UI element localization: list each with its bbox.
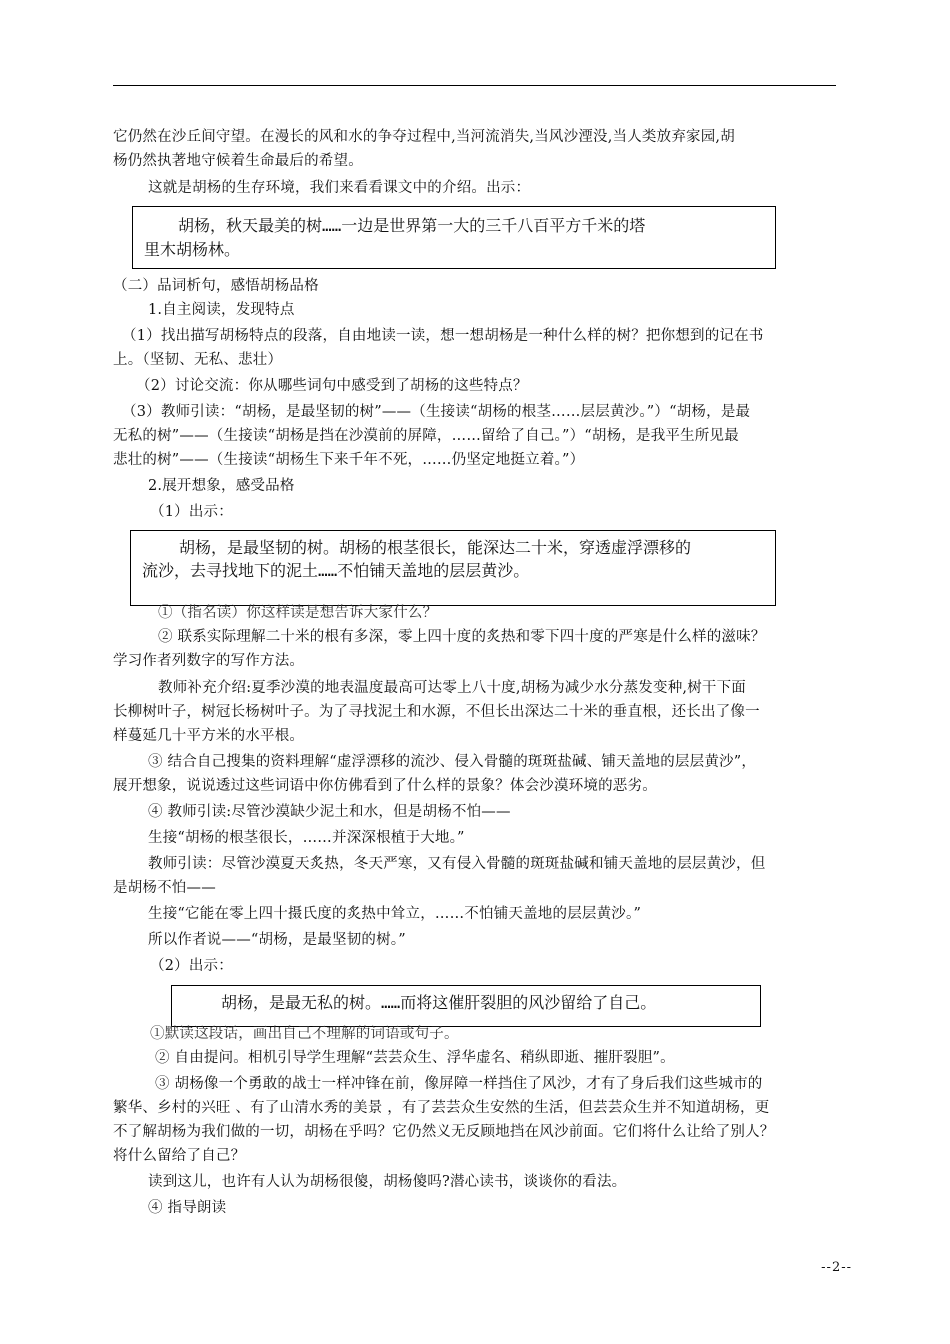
paragraph-line: 教师补充介绍:夏季沙漠的地表温度最高可达零上八十度,胡杨为减少水分蒸发变种,树干下面 bbox=[158, 680, 746, 696]
paragraph-line: 读到这儿，也许有人认为胡杨很傻，胡杨傻吗?潜心读书，谈谈你的看法。 bbox=[148, 1174, 627, 1190]
paragraph-line: 不了解胡杨为我们做的一切，胡杨在乎吗？它仍然义无反顾地挡在风沙前面。它们将什么让给了别人？ bbox=[113, 1124, 775, 1140]
header-rule bbox=[113, 85, 836, 86]
paragraph-line: 繁华、乡村的兴旺 、有了山清水秀的美景 ，有了芸芸众生安然的生活，但芸芸众生并不知道胡杨，更 bbox=[113, 1100, 770, 1116]
paragraph-line: ② 自由提问。相机引导学生理解“芸芸众生、浮华虚名、稍纵即逝、摧肝裂胆”。 bbox=[155, 1050, 675, 1066]
paragraph-line: 杨仍然执著地守候着生命最后的希望。 bbox=[113, 153, 363, 169]
paragraph-line: 生接“胡杨的根茎很长，……并深深根植于大地。” bbox=[148, 830, 465, 846]
paragraph-line: ③ 胡杨像一个勇敢的战士一样冲锋在前，像屏障一样挡住了风沙，才有了身后我们这些城市的 bbox=[155, 1076, 763, 1092]
paragraph-line: 所以作者说——“胡杨，是最坚韧的树。” bbox=[148, 932, 406, 948]
step-heading: 2.展开想象，感受品格 bbox=[148, 478, 295, 494]
paragraph-line: 学习作者列数字的写作方法。 bbox=[113, 653, 305, 669]
paragraph-line: 无私的树”——（生接读“胡杨是挡在沙漠前的屏障，……留给了自己。”）“胡杨，是我平生所见最 bbox=[113, 428, 739, 444]
paragraph-line: ③ 结合自己搜集的资料理解“虚浮漂移的流沙、侵入骨髓的斑斑盐碱、铺天盖地的层层黄沙”， bbox=[148, 754, 757, 770]
quote-line: 胡杨，是最坚韧的树。胡杨的根茎很长，能深达二十米，穿透虚浮漂移的 bbox=[179, 538, 692, 557]
paragraph-line: 样蔓延几十平方米的水平根。 bbox=[113, 728, 305, 744]
quote-box-3 bbox=[171, 985, 761, 1027]
paragraph-line: 它仍然在沙丘间守望。在漫长的风和水的争夺过程中,当河流消失,当风沙湮没,当人类放弃家园,胡 bbox=[113, 129, 735, 145]
quote-box-2 bbox=[130, 530, 776, 606]
quote-line: 胡杨，是最无私的树。……而将这催肝裂胆的风沙留给了自己。 bbox=[221, 993, 657, 1012]
quote-line: 流沙，去寻找地下的泥土……不怕铺天盖地的层层黄沙。 bbox=[142, 561, 530, 580]
paragraph-line: 悲壮的树”——（生接读“胡杨生下来千年不死，……仍坚定地挺立着。”） bbox=[113, 452, 585, 468]
paragraph-line: 将什么留给了自己？ bbox=[113, 1148, 246, 1164]
paragraph-line: （1）找出描写胡杨特点的段落，自由地读一读，想一想胡杨是一种什么样的树？把你想到的记在书 bbox=[122, 328, 764, 344]
quote-line: 胡杨，秋天最美的树……一边是世界第一大的三千八百平方千米的塔 bbox=[178, 216, 646, 235]
section-title: （二）品词析句，感悟胡杨品格 bbox=[113, 278, 319, 294]
step-heading: 1.自主阅读，发现特点 bbox=[148, 302, 295, 318]
paragraph-line: ①（指名读）你这样读是想告诉大家什么？ bbox=[158, 605, 438, 621]
paragraph-line: 这就是胡杨的生存环境，我们来看看课文中的介绍。出示： bbox=[148, 180, 531, 196]
paragraph-line: ①默读这段话，画出自己不理解的词语或句子。 bbox=[150, 1026, 459, 1042]
paragraph-line: 上。（坚韧、无私、悲壮） bbox=[113, 352, 283, 368]
quote-box-1 bbox=[132, 206, 776, 269]
paragraph-line: （2）出示： bbox=[150, 958, 233, 974]
paragraph-line: ④ 教师引读:尽管沙漠缺少泥土和水，但是胡杨不怕—— bbox=[148, 804, 511, 820]
paragraph-line: 教师引读：尽管沙漠夏天炙热，冬天严寒，又有侵入骨髓的斑斑盐碱和铺天盖地的层层黄沙，但 bbox=[148, 856, 766, 872]
paragraph-line: （3）教师引读：“胡杨，是最坚韧的树”——（生接读“胡杨的根茎……层层黄沙。”）“胡杨，是最 bbox=[122, 404, 751, 420]
paragraph-line: ④ 指导朗读 bbox=[148, 1200, 227, 1216]
quote-line: 里木胡杨林。 bbox=[144, 240, 241, 259]
paragraph-line: 展开想象，说说透过这些词语中你仿佛看到了什么样的景象？体会沙漠环境的恶劣。 bbox=[113, 778, 657, 794]
paragraph-line: ② 联系实际理解二十米的根有多深，零上四十度的炙热和零下四十度的严寒是什么样的滋味？ bbox=[158, 629, 766, 645]
paragraph-line: 生接“它能在零上四十摄氏度的炙热中耸立，……不怕铺天盖地的层层黄沙。” bbox=[148, 906, 642, 922]
paragraph-line: 长柳树叶子，树冠长杨树叶子。为了寻找泥土和水源，不但长出深达二十米的垂直根，还长出了像一 bbox=[113, 704, 760, 720]
paragraph-line: （2）讨论交流：你从哪些词句中感受到了胡杨的这些特点？ bbox=[136, 378, 528, 394]
page-number: --2-- bbox=[821, 1260, 852, 1275]
paragraph-line: 是胡杨不怕—— bbox=[113, 880, 216, 896]
paragraph-line: （1）出示： bbox=[150, 504, 233, 520]
